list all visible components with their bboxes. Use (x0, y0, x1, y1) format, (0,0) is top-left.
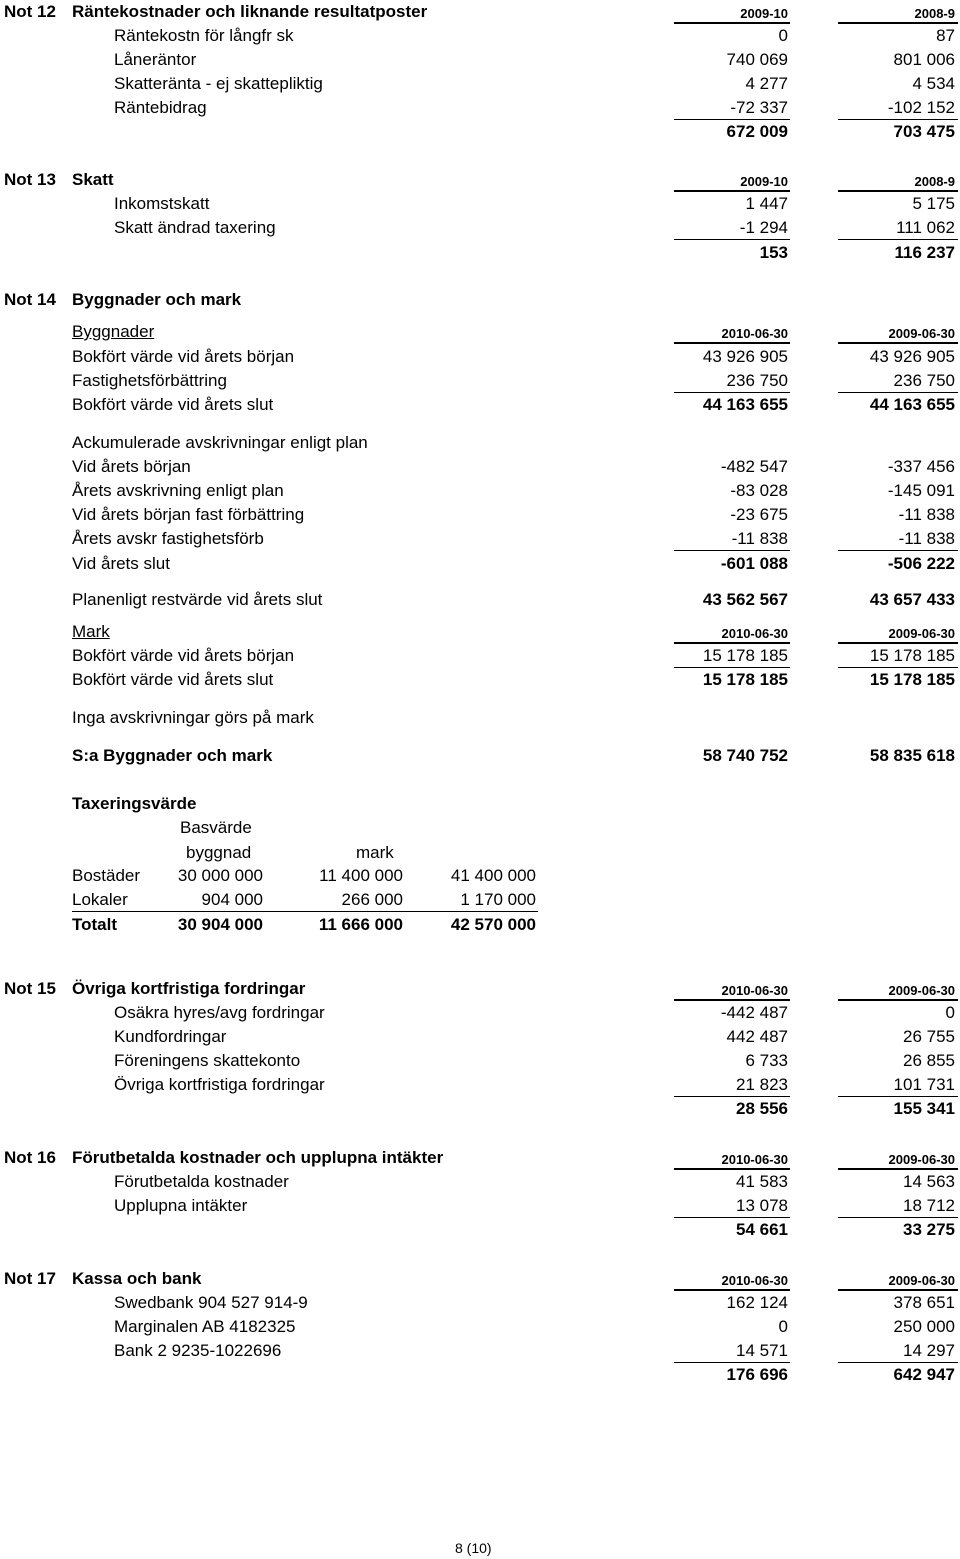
divider (838, 342, 958, 344)
row-value-2009: 26 755 (903, 1027, 955, 1046)
divider (674, 1168, 790, 1170)
row-label: Skatteränta - ej skattepliktig (114, 74, 323, 93)
note-16-number: Not 16 (4, 1148, 56, 1167)
row-label: Föreningens skattekonto (114, 1051, 301, 1070)
note-15-col2-header: 2009-06-30 (888, 983, 955, 998)
tax-row-byggnad: 30 000 000 (177, 866, 263, 885)
tax-row-total: 1 170 000 (460, 890, 536, 909)
row-label: Förutbetalda kostnader (114, 1172, 289, 1191)
row-label: Skatt ändrad taxering (114, 218, 276, 237)
row-label: Övriga kortfristiga fordringar (114, 1075, 325, 1094)
row-value-2010: -482 547 (720, 457, 788, 476)
row-value-2010: 13 078 (736, 1196, 788, 1215)
total-value-2009-10: 153 (759, 243, 788, 262)
divider (838, 1362, 958, 1363)
divider (838, 1168, 958, 1170)
divider (674, 999, 790, 1001)
divider (674, 1289, 790, 1291)
row-value-2008-9: 87 (936, 26, 955, 45)
row-value-2009: 18 712 (903, 1196, 955, 1215)
row-value-2008-9: -102 152 (887, 98, 955, 117)
row-value-2009: 14 297 (903, 1341, 955, 1360)
byggnader-col2-header: 2009-06-30 (888, 326, 955, 341)
divider (838, 22, 958, 24)
row-value-2010: 15 178 185 (702, 670, 788, 689)
divider (838, 1096, 958, 1097)
row-value-2009: 15 178 185 (869, 670, 955, 689)
divider (674, 1217, 790, 1218)
row-value-2010: 44 163 655 (702, 395, 788, 414)
note-17-col1-header: 2010-06-30 (721, 1273, 788, 1288)
byggnader-subheading: Byggnader (72, 322, 155, 341)
row-label: Låneräntor (114, 50, 197, 69)
tax-total-mark: 11 666 000 (318, 915, 403, 934)
row-value-2009: 101 731 (893, 1075, 955, 1094)
row-value-2009: -11 838 (898, 505, 955, 524)
note-17-title: Kassa och bank (72, 1269, 202, 1288)
divider (838, 999, 958, 1001)
row-value-2009-10: 0 (778, 26, 788, 45)
page-number: 8 (10) (455, 1540, 492, 1556)
tax-header-basvarde: Basvärde (180, 818, 252, 837)
mark-note: Inga avskrivningar görs på mark (72, 708, 314, 727)
row-value-2009: 43 926 905 (869, 347, 955, 366)
total-value-2009: 642 947 (893, 1365, 955, 1384)
row-label: Årets avskr fastighetsförb (72, 529, 264, 548)
row-label: Fastighetsförbättring (72, 371, 227, 390)
divider (674, 667, 790, 668)
tax-row-byggnad: 904 000 (201, 890, 263, 909)
row-value-2010: 43 926 905 (702, 347, 788, 366)
note-13-col1-header: 2009-10 (740, 174, 788, 189)
tax-title: Taxeringsvärde (72, 794, 197, 813)
note-17-number: Not 17 (4, 1269, 56, 1288)
row-value-2009-10: 4 277 (745, 74, 788, 93)
row-value-2010: 236 750 (726, 371, 788, 390)
note-12-number: Not 12 (4, 2, 56, 21)
divider (838, 119, 958, 120)
divider (674, 119, 790, 120)
row-value-2010: 21 823 (736, 1075, 788, 1094)
sum-value-2009: 58 835 618 (869, 746, 955, 765)
note-12-title: Räntekostnader och liknande resultatposter (72, 2, 428, 21)
tax-header-mark: mark (356, 843, 394, 862)
tax-total-sum: 42 570 000 (450, 915, 536, 934)
note-15-col1-header: 2010-06-30 (721, 983, 788, 998)
divider (674, 550, 790, 551)
mark-col2-header: 2009-06-30 (888, 626, 955, 641)
restvarde-label: Planenligt restvärde vid årets slut (72, 590, 323, 609)
row-value-2009: 0 (945, 1003, 955, 1022)
note-12-col2-header: 2008-9 (914, 6, 955, 21)
total-value-2009: 33 275 (903, 1220, 955, 1239)
byggnader-col1-header: 2010-06-30 (721, 326, 788, 341)
row-value-2010: 6 733 (745, 1051, 788, 1070)
divider (674, 392, 790, 393)
row-value-2009: 14 563 (903, 1172, 955, 1191)
row-value-2009-10: 1 447 (745, 194, 788, 213)
restvarde-value-2010: 43 562 567 (702, 590, 788, 609)
row-value-2009: -337 456 (887, 457, 955, 476)
tax-total-label: Totalt (72, 915, 118, 934)
divider (674, 642, 790, 644)
row-label: Bokfört värde vid årets slut (72, 670, 274, 689)
note-15-number: Not 15 (4, 979, 56, 998)
row-label: Vid årets början fast förbättring (72, 505, 305, 524)
row-label: Bank 2 9235-1022696 (114, 1341, 282, 1360)
row-value-2009: 236 750 (893, 371, 955, 390)
row-label: Inkomstskatt (114, 194, 210, 213)
row-value-2008-9: 5 175 (912, 194, 955, 213)
row-value-2009: 378 651 (893, 1293, 955, 1312)
row-label: Swedbank 904 527 914-9 (114, 1293, 308, 1312)
row-value-2009: -506 222 (887, 554, 955, 573)
row-value-2010: 0 (778, 1317, 788, 1336)
note-14-title: Byggnader och mark (72, 290, 242, 309)
row-value-2010: -442 487 (720, 1003, 788, 1022)
divider (674, 190, 790, 192)
tax-total-byggnad: 30 904 000 (177, 915, 263, 934)
divider (838, 1217, 958, 1218)
note-16-title: Förutbetalda kostnader och upplupna intäkter (72, 1148, 444, 1167)
row-value-2010: -23 675 (730, 505, 788, 524)
tax-row-total: 41 400 000 (450, 866, 536, 885)
row-label: Årets avskrivning enligt plan (72, 481, 284, 500)
divider (838, 1289, 958, 1291)
total-value-2008-9: 703 475 (893, 122, 955, 141)
divider (838, 190, 958, 192)
divider (838, 239, 958, 240)
row-label: Marginalen AB 4182325 (114, 1317, 296, 1336)
row-value-2009-10: -72 337 (730, 98, 788, 117)
total-value-2010: 176 696 (726, 1365, 788, 1384)
row-value-2010: 162 124 (726, 1293, 788, 1312)
divider (674, 239, 790, 240)
divider (838, 667, 958, 668)
sum-label: S:a Byggnader och mark (72, 746, 273, 765)
divider (674, 1096, 790, 1097)
row-label: Osäkra hyres/avg fordringar (114, 1003, 325, 1022)
row-value-2010: 41 583 (736, 1172, 788, 1191)
restvarde-value-2009: 43 657 433 (869, 590, 955, 609)
note-13-number: Not 13 (4, 170, 56, 189)
row-value-2009: -145 091 (887, 481, 955, 500)
row-value-2010: 14 571 (736, 1341, 788, 1360)
row-value-2009: 15 178 185 (869, 646, 955, 665)
note-13-col2-header: 2008-9 (914, 174, 955, 189)
tax-row-label: Lokaler (72, 890, 128, 909)
divider (838, 392, 958, 393)
divider (72, 911, 538, 912)
tax-header-byggnad: byggnad (186, 843, 252, 862)
total-value-2008-9: 116 237 (894, 243, 955, 262)
total-value-2009-10: 672 009 (726, 122, 788, 141)
divider (674, 1362, 790, 1363)
note-17-col2-header: 2009-06-30 (888, 1273, 955, 1288)
tax-row-mark: 11 400 000 (319, 866, 403, 885)
mark-col1-header: 2010-06-30 (721, 626, 788, 641)
tax-row-mark: 266 000 (341, 890, 403, 909)
row-value-2008-9: 111 062 (896, 218, 955, 237)
divider (838, 550, 958, 551)
divider (674, 342, 790, 344)
sum-value-2010: 58 740 752 (702, 746, 788, 765)
row-value-2009: 44 163 655 (869, 395, 955, 414)
row-label: Räntekostn för långfr sk (114, 26, 294, 45)
row-value-2010: 15 178 185 (702, 646, 788, 665)
row-label: Bokfört värde vid årets slut (72, 395, 274, 414)
total-value-2009: 155 341 (893, 1099, 955, 1118)
row-label: Kundfordringar (114, 1027, 227, 1046)
row-label: Upplupna intäkter (114, 1196, 248, 1215)
row-label: Bokfört värde vid årets början (72, 646, 295, 665)
row-value-2010: -601 088 (720, 554, 788, 573)
note-16-col1-header: 2010-06-30 (721, 1152, 788, 1167)
row-value-2009: 250 000 (893, 1317, 955, 1336)
tax-row-label: Bostäder (72, 866, 141, 885)
note-14-number: Not 14 (4, 290, 56, 309)
row-label: Vid årets slut (72, 554, 170, 573)
total-value-2010: 28 556 (736, 1099, 788, 1118)
mark-subheading: Mark (72, 622, 110, 641)
ack-heading: Ackumulerade avskrivningar enligt plan (72, 433, 368, 452)
row-value-2010: -11 838 (731, 529, 788, 548)
row-value-2010: 442 487 (726, 1027, 788, 1046)
row-value-2009-10: -1 294 (739, 218, 788, 237)
row-value-2009: -11 838 (898, 529, 955, 548)
row-value-2008-9: 4 534 (912, 74, 955, 93)
note-15-title: Övriga kortfristiga fordringar (72, 979, 306, 998)
row-label: Vid årets början (72, 457, 191, 476)
divider (674, 22, 790, 24)
total-value-2010: 54 661 (736, 1220, 788, 1239)
note-12-col1-header: 2009-10 (740, 6, 788, 21)
row-value-2009-10: 740 069 (726, 50, 788, 69)
row-value-2008-9: 801 006 (893, 50, 955, 69)
note-13-title: Skatt (72, 170, 114, 189)
note-16-col2-header: 2009-06-30 (888, 1152, 955, 1167)
row-label: Bokfört värde vid årets början (72, 347, 295, 366)
row-label: Räntebidrag (114, 98, 207, 117)
row-value-2010: -83 028 (730, 481, 788, 500)
divider (838, 642, 958, 644)
row-value-2009: 26 855 (903, 1051, 955, 1070)
